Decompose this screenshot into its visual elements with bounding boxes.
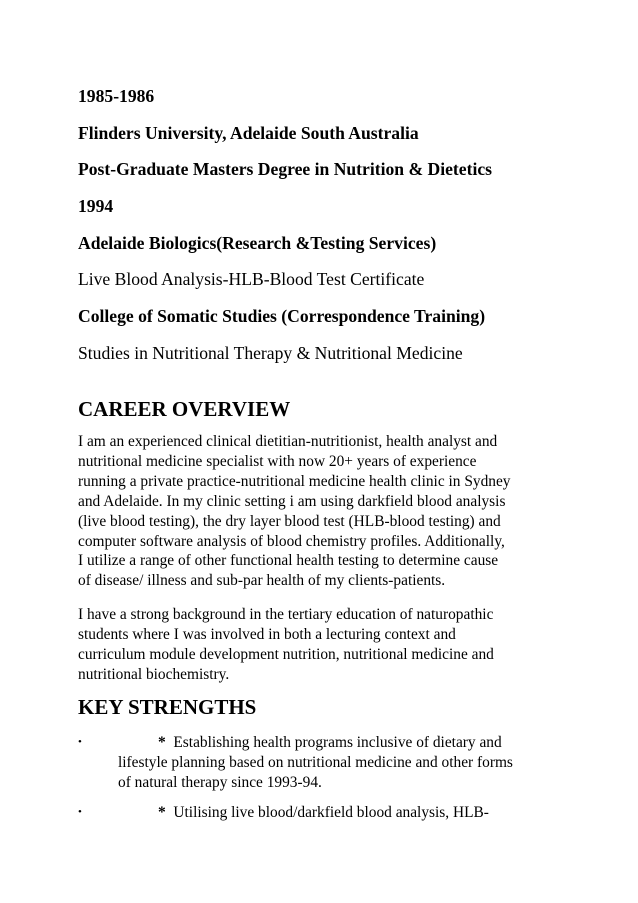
asterisk-marker: *: [158, 734, 166, 751]
asterisk-marker: *: [158, 804, 166, 821]
bullet-first-line: Utilising live blood/darkfield blood analysis, HLB-: [173, 804, 489, 821]
bullet-icon: •: [78, 806, 82, 818]
paragraph-line: nutritional medicine specialist with now 20+ years of experience: [78, 452, 477, 470]
education-institution-3: College of Somatic Studies (Correspondence Training): [78, 306, 486, 327]
bullet-text: [118, 803, 489, 823]
bullet-text: [118, 733, 513, 793]
key-strengths-heading: KEY STRENGTHS: [78, 695, 257, 719]
paragraph-line: nutritional biochemistry.: [78, 665, 230, 683]
paragraph-line: computer software analysis of blood chemistry profiles. Additionally,: [78, 532, 505, 550]
education-qualification-2: Live Blood Analysis-HLB-Blood Test Certificate: [78, 269, 425, 290]
paragraph-line: of disease/ illness and sub-par health of my clients-patients.: [78, 572, 446, 590]
paragraph-line: students where I was involved in both a lecturing context and: [78, 625, 456, 643]
education-qualification-1: Post-Graduate Masters Degree in Nutrition & Dietetics: [78, 159, 492, 180]
paragraph-line: I am an experienced clinical dietitian-nutritionist, health analyst and: [78, 433, 498, 450]
education-years-2: 1994: [78, 196, 114, 217]
education-section: [78, 78, 618, 372]
career-overview-paragraph-1: [78, 432, 578, 591]
career-overview-paragraph-2: [78, 605, 578, 685]
education-institution-2: Adelaide Biologics(Research &Testing Services): [78, 232, 437, 253]
education-institution-1: Flinders University, Adelaide South Australia: [78, 122, 419, 143]
paragraph-line: I utilize a range of other functional health testing to determine cause: [78, 552, 499, 570]
career-overview-heading: CAREER OVERVIEW: [78, 397, 291, 421]
paragraph-line: curriculum module development nutrition, nutritional medicine and: [78, 645, 494, 663]
paragraph-line: I have a strong background in the tertiary education of naturopathic: [78, 606, 494, 623]
education-qualification-3: Studies in Nutritional Therapy & Nutritional Medicine: [78, 342, 463, 363]
paragraph-line: and Adelaide. In my clinic setting i am using darkfield blood analysis: [78, 492, 506, 510]
bullet-first-line: Establishing health programs inclusive of dietary and: [173, 734, 502, 751]
bullet-line: lifestyle planning based on nutritional medicine and other forms: [118, 753, 513, 771]
education-years-1: 1985-1986: [78, 86, 155, 106]
bullet-line: of natural therapy since 1993-94.: [118, 773, 322, 791]
bullet-icon: •: [78, 736, 82, 748]
paragraph-line: running a private practice-nutritional medicine health clinic in Sydney: [78, 472, 511, 490]
paragraph-line: (live blood testing), the dry layer blood test (HLB-blood testing) and: [78, 512, 501, 530]
